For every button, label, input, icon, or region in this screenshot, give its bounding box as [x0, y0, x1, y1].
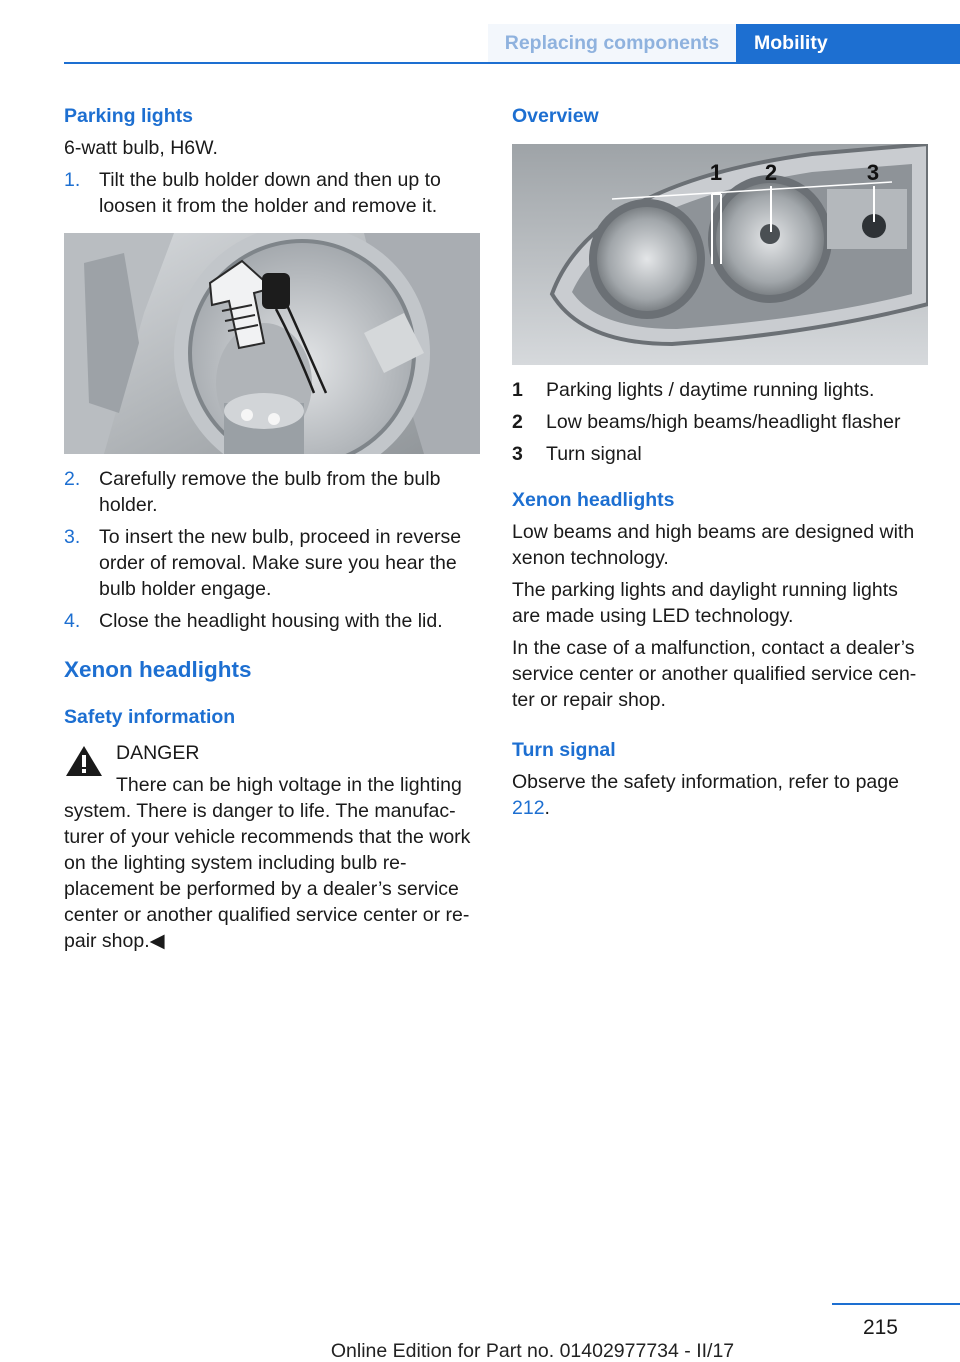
xenon-paragraph-3: In the case of a malfunction, contact a dealer’s service center or another qualified service center or repair shop. [512, 637, 917, 711]
xenon-headlights-subheading: Xenon headlights [512, 489, 675, 511]
legend-item [512, 377, 928, 403]
legend-number: 3 [512, 443, 523, 465]
steps-list-a [64, 167, 480, 219]
danger-label: DANGER [116, 742, 200, 764]
step-text: Carefully remove the bulb from the bulb holder. [99, 468, 441, 516]
danger-text: There can be high voltage in the lighting system. There is danger to life. The manufacturer of your vehicle recommends that the work on the lighting system including bulb replacement be performed by a dealer’s service center or another qualified service center or repair shop.◀ [64, 774, 471, 952]
bulb-holder-photo [64, 233, 480, 454]
turn-signal-sentence: Observe the safety information, refer to page [512, 771, 899, 793]
legend-item [512, 441, 928, 467]
headlight-photo [512, 144, 928, 365]
header-rule [64, 62, 960, 64]
legend-text: Turn signal [546, 443, 642, 465]
danger-notice [64, 740, 480, 954]
xenon-paragraph-2: The parking lights and daylight running lights are made using LED technology. [512, 579, 898, 627]
step-number: 1. [64, 169, 81, 191]
chapter-tab[interactable]: Mobility [736, 24, 960, 62]
overview-legend [512, 377, 928, 467]
section-tab[interactable]: Replacing components [488, 24, 736, 62]
right-column [512, 103, 928, 821]
left-column [64, 103, 480, 954]
step-text: To insert the new bulb, proceed in reverse order of removal. Make sure you hear the bulb holder engage. [99, 526, 462, 600]
step-number: 3. [64, 526, 81, 548]
page-reference-link[interactable]: 212 [512, 797, 545, 819]
warning-icon [64, 744, 104, 778]
footer-rule [832, 1303, 960, 1305]
step-number: 4. [64, 610, 81, 632]
step-number: 2. [64, 468, 81, 490]
parking-lights-heading: Parking lights [64, 105, 193, 127]
step-text: Tilt the bulb holder down and then up to loosen it from the holder and remove it. [99, 169, 441, 217]
page-number: 215 [862, 1316, 898, 1339]
figure-label-1: 1 [709, 160, 723, 185]
legend-text: Parking lights / daytime running lights. [546, 379, 875, 401]
legend-text: Low beams/high beams/headlight flasher [546, 411, 901, 433]
step-text: Close the headlight housing with the lid. [99, 610, 443, 632]
headlight-illustration [512, 144, 928, 365]
legend-number: 1 [512, 379, 523, 401]
legend-number: 2 [512, 411, 523, 433]
edition-note: Online Edition for Part no. 01402977734 - II/17 [330, 1340, 735, 1362]
step-item [64, 524, 480, 602]
figure-label-3: 3 [866, 160, 880, 185]
bulb-holder-illustration [64, 233, 480, 454]
overview-heading: Overview [512, 105, 599, 127]
step-item [64, 466, 480, 518]
page-header [0, 24, 960, 64]
turn-signal-text [512, 769, 928, 821]
figure-label-2: 2 [764, 160, 778, 185]
turn-signal-heading: Turn signal [512, 739, 616, 761]
bulb-spec: 6-watt bulb, H6W. [64, 137, 218, 159]
step-item [64, 167, 480, 219]
xenon-paragraph-1: Low beams and high beams are designed with xenon technology. [512, 521, 915, 569]
steps-list-b [64, 466, 480, 634]
xenon-headlights-heading: Xenon headlights [64, 657, 252, 682]
safety-information-heading: Safety information [64, 706, 236, 728]
step-item [64, 608, 480, 634]
legend-item [512, 409, 928, 435]
turn-signal-period: . [544, 797, 550, 819]
